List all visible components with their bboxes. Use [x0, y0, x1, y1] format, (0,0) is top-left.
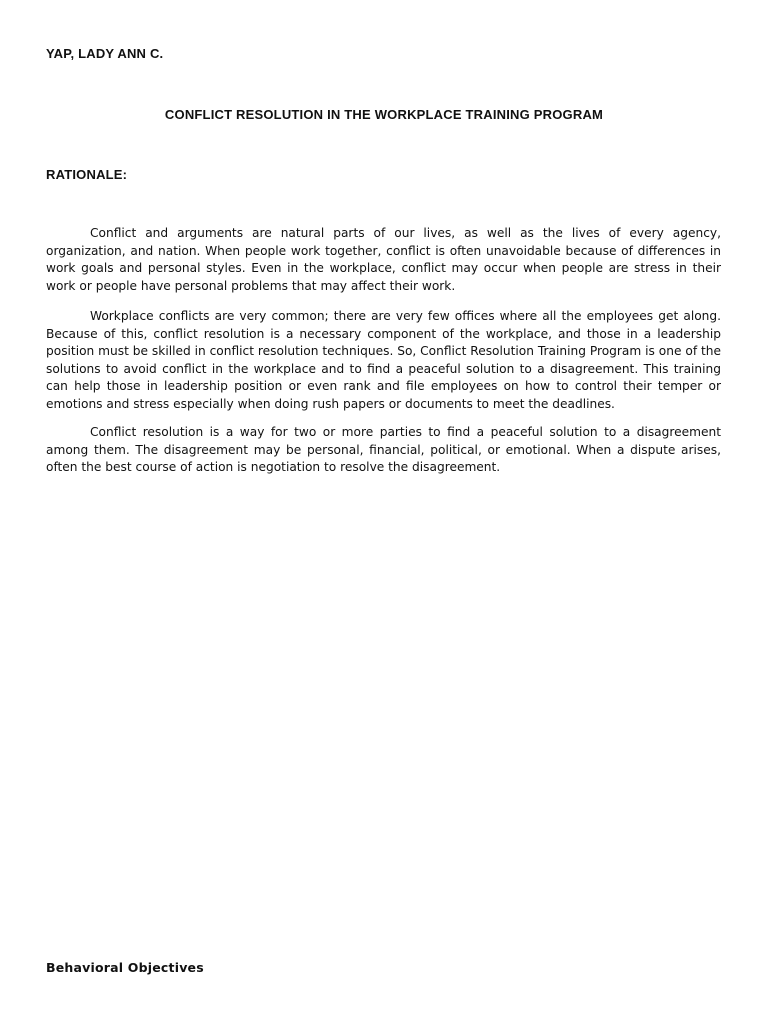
rationale-heading: RATIONALE: [46, 167, 128, 182]
rationale-paragraph-2: Workplace conflicts are very common; there are very few offices where all the employees get along. Because of this, conflict resolution is a necessary component of the workplace, and those in a leadership position must be skilled in conflict resolution techniques. So, Conflict Resolution Training Program is one of the solutions to avoid conflict in the workplace and to find a peaceful solution to a disagreement. This training can help those in leadership position or even rank and file employees on how to control their temper or emotions and stress especially when doing rush papers or documents to meet the deadlines. [46, 309, 721, 411]
author-name: YAP, LADY ANN C. [46, 46, 164, 61]
behavioral-objectives-heading: Behavioral Objectives [46, 960, 204, 975]
rationale-paragraph-3: Conflict resolution is a way for two or more parties to find a peaceful solution to a disagreement among them. The disagreement may be personal, financial, political, or emotional. When a dispute arises, often the best course of action is negotiation to resolve the disagreement. [46, 425, 721, 474]
rationale-paragraph-1: Conflict and arguments are natural parts of our lives, as well as the lives of every agency, organization, and nation. When people work together, conflict is often unavoidable because of differences in work goals and personal styles. Even in the workplace, conflict may occur when people are stress in their work or people have personal problems that may affect their work. [46, 226, 721, 293]
document-title: CONFLICT RESOLUTION IN THE WORKPLACE TRAINING PROGRAM [164, 107, 604, 122]
